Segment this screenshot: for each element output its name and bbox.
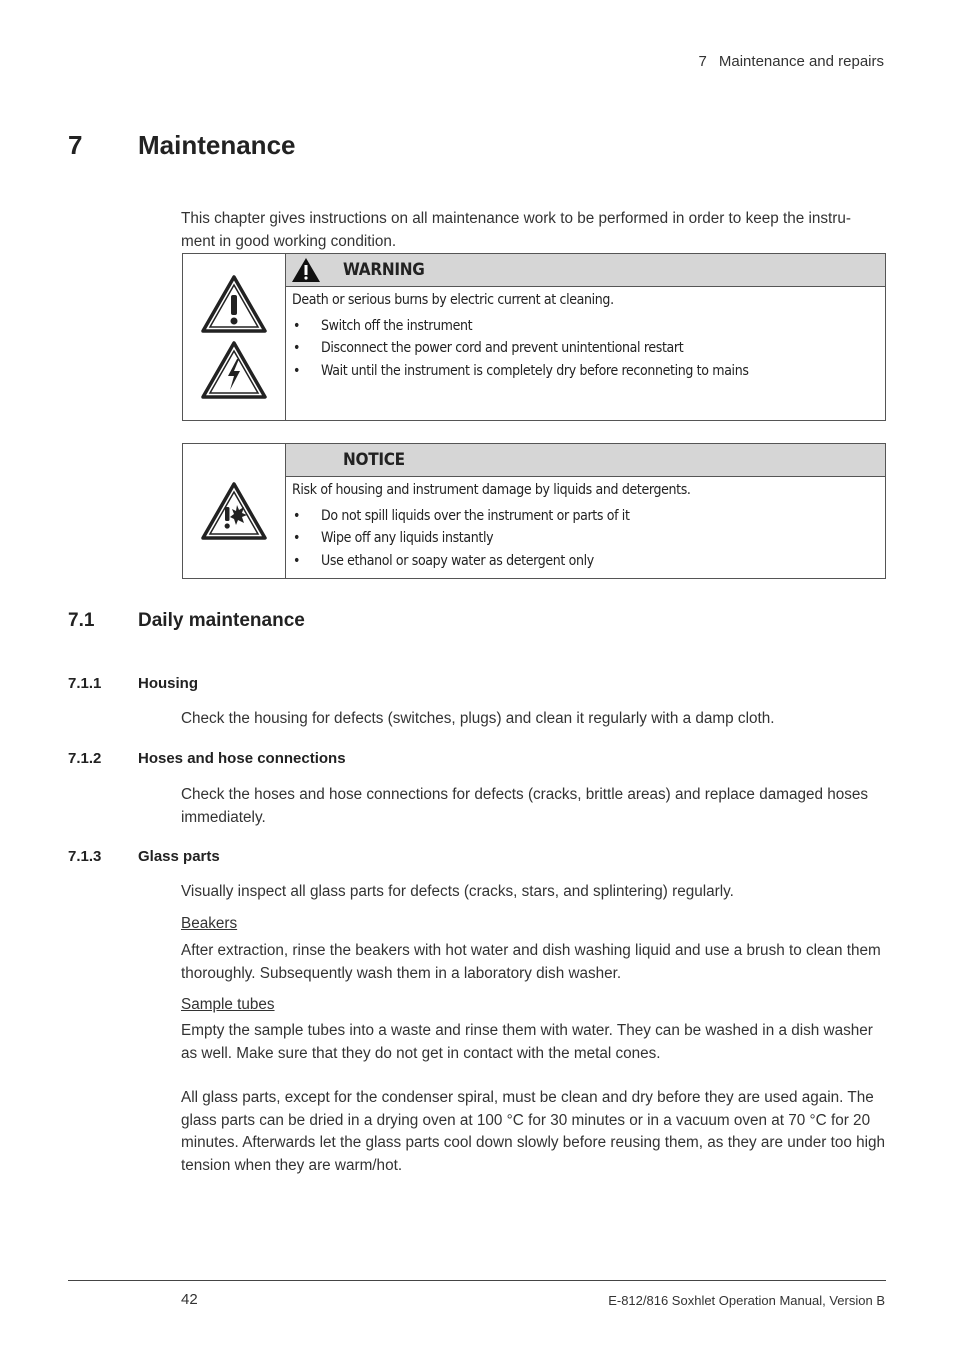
page-number: 42 — [181, 1291, 198, 1308]
list-item: • Do not spill liquids over the instrument or parts of it — [292, 507, 879, 525]
running-header — [699, 53, 884, 70]
section-number: 7.1 — [68, 610, 95, 631]
warning-box — [182, 253, 886, 421]
running-header-chapter-title: Maintenance and repairs — [718, 53, 884, 70]
glass-intro-paragraph: Visually inspect all glass parts for defects (cracks, stars, and splintering) regularly. — [181, 883, 734, 900]
warning-list — [292, 317, 879, 380]
material-damage-icon — [200, 481, 268, 541]
subsection-title: Hoses and hose connections — [138, 750, 346, 767]
running-header-chapter-number: 7 — [698, 53, 707, 70]
warning-icons — [183, 254, 286, 420]
sample-tubes-subheading: Sample tubes — [181, 996, 275, 1013]
warning-lead: Death or serious burns by electric current at cleaning. — [292, 292, 614, 308]
notice-content — [286, 444, 885, 578]
list-item: • Wait until the instrument is completely dry before reconneting to mains — [292, 362, 879, 380]
housing-paragraph: Check the housing for defects (switches, plugs) and clean it regularly with a damp cloth. — [181, 710, 775, 727]
intro-paragraph: This chapter gives instructions on all maintenance work to be performed in order to keep the instru-ment in good working condition. — [181, 210, 852, 250]
section-title: Daily maintenance — [138, 610, 305, 631]
notice-icons — [183, 444, 286, 578]
warning-header — [286, 254, 885, 287]
chapter-title: Maintenance — [138, 130, 296, 160]
sample-tubes-paragraph: Empty the sample tubes into a waste and rinse them with water. They can be washed in a dish washer as well. Make sure that they do not get in contact with the metal cones. — [181, 1022, 873, 1062]
footer-divider — [68, 1280, 886, 1281]
glass-final-paragraph: All glass parts, except for the condenser spiral, must be clean and dry before they are used again. The glass parts can be dried in a drying oven at 100 °C for 30 minutes or in a vacuum oven at 70 °C for 20 minutes. Afterwards let the glass parts cool down slowly before reusing them, as they are under too high tension when they are warm/hot. — [181, 1089, 886, 1174]
notice-lead: Risk of housing and instrument damage by liquids and detergents. — [292, 482, 691, 498]
list-item: • Disconnect the power cord and prevent unintentional restart — [292, 339, 879, 357]
subsection-number: 7.1.3 — [68, 848, 102, 865]
hoses-paragraph: Check the hoses and hose connections for defects (cracks, brittle areas) and replace damaged hoses immediately. — [181, 786, 869, 826]
warning-triangle-icon — [291, 257, 321, 283]
warning-label: WARNING — [343, 260, 425, 280]
electric-hazard-icon — [200, 340, 268, 400]
subsection-title: Glass parts — [138, 848, 220, 865]
list-item: • Wipe off any liquids instantly — [292, 529, 879, 547]
notice-list — [292, 507, 879, 570]
subsection-title: Housing — [138, 675, 198, 692]
general-warning-icon — [200, 274, 268, 334]
chapter-number: 7 — [68, 130, 83, 160]
beakers-paragraph: After extraction, rinse the beakers with hot water and dish washing liquid and use a brush to clean them thoroughly. Subsequently wash them in a laboratory dish washer. — [181, 942, 881, 982]
notice-box — [182, 443, 886, 579]
notice-header — [286, 444, 885, 477]
warning-content — [286, 254, 885, 420]
list-item: • Use ethanol or soapy water as detergent only — [292, 552, 879, 570]
subsection-number: 7.1.1 — [68, 675, 102, 692]
list-item: • Switch off the instrument — [292, 317, 879, 335]
manual-title: E-812/816 Soxhlet Operation Manual, Version B — [608, 1293, 885, 1308]
notice-body — [286, 477, 885, 570]
notice-label: NOTICE — [343, 450, 405, 470]
warning-body — [286, 287, 885, 380]
beakers-subheading: Beakers — [181, 915, 238, 932]
subsection-number: 7.1.2 — [68, 750, 102, 767]
